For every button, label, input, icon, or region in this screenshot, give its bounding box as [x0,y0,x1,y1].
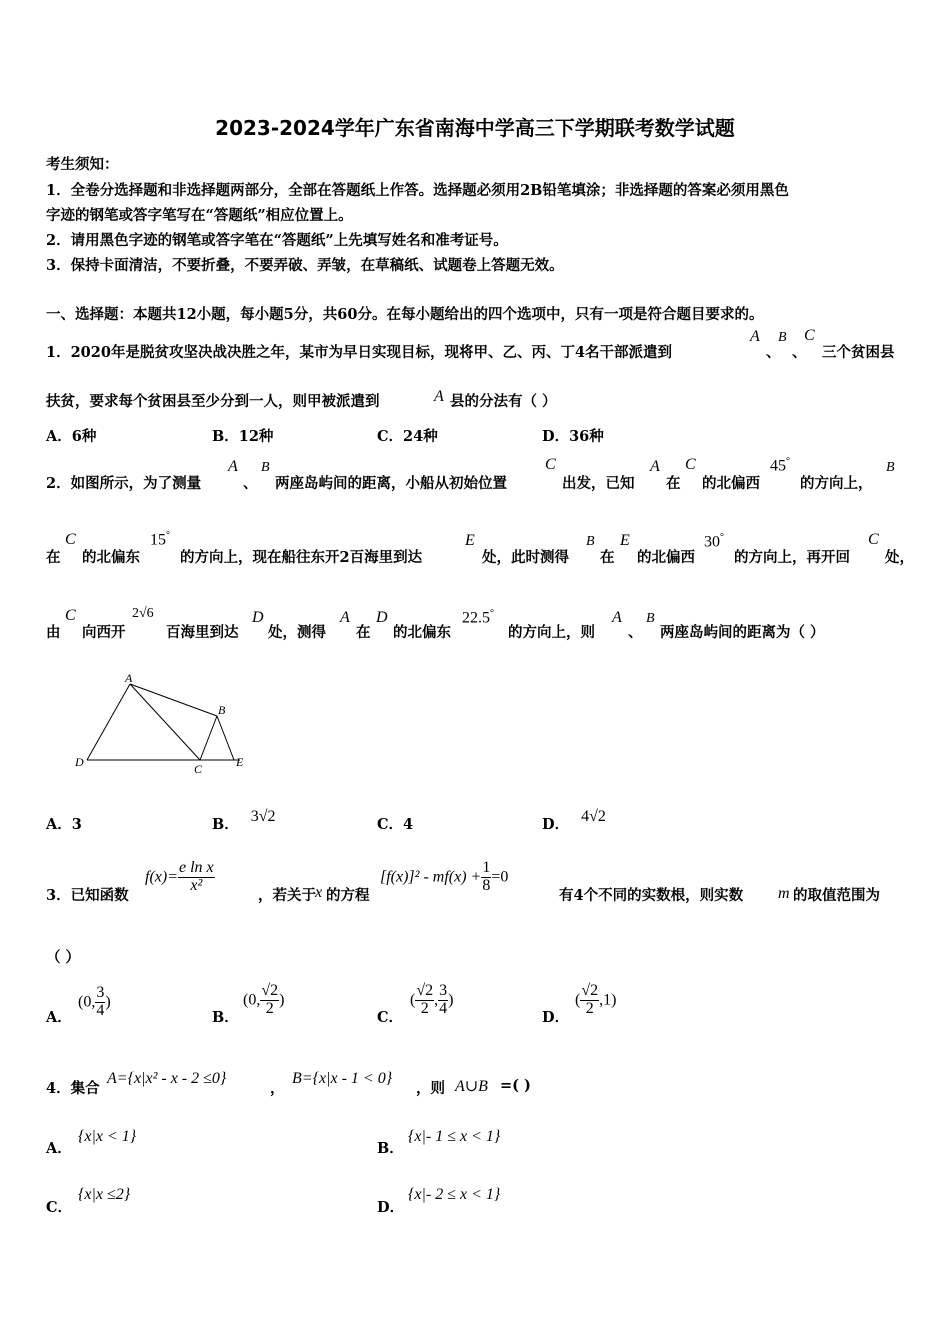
option-pre: ( [575,991,581,1009]
q4-option-c[interactable] [46,1196,72,1217]
q1-option-c[interactable]: C．24种 [377,428,438,445]
option-value: 3 [71,816,82,833]
q2-angle-value: 22.5 [462,609,490,627]
label-a: A [125,671,133,685]
option-den: 2 [265,999,274,1017]
q3-option-d[interactable] [542,1006,569,1027]
label-b: B [218,703,226,717]
option-frac [95,985,105,1020]
q2-option-c[interactable] [377,813,413,834]
q4-option-b-value: {x|- 1 ≤ x < 1} [408,1128,501,1145]
q1-sep: 、 [766,344,781,361]
q2-text: 百海里到达 [166,624,239,641]
q2-var: E [620,532,630,549]
q1-text: 扶贫，要求每个贫困县至少分到一人，则甲被派遣到 [46,393,380,410]
q2-var: A [612,609,622,626]
q2-var: C [65,531,76,548]
q3-option-b-value [243,983,284,1018]
q1-text: 1．2020年是脱贫攻坚决战决胜之年，某市为早日实现目标，现将甲、乙、丙、丁4名干部派遣到 [46,344,673,361]
q2-angle-value: 30 [704,533,720,551]
q2-var: A [650,458,660,475]
q2-distance: 2√6 [132,606,154,621]
q3-func-frac [178,860,215,895]
segment-ac [130,684,200,760]
q2-text: 向西开 [82,624,126,641]
q2-text: 在 [600,549,615,566]
q3-equation [380,860,508,895]
segment-be [217,716,234,760]
notice-line: 1．全卷分选择题和非选择题两部分，全部在答题纸上作答。选择题必须用2B铅笔填涂；非选择题的答案必须用黑色 [46,182,789,199]
q3-function [145,860,215,895]
q2-text: 2．如图所示，为了测量 [46,475,202,492]
option-value: 3√2 [250,808,276,825]
q1-sep: 、 [792,344,807,361]
q4-set-b: B={x|x - 1 < 0} [292,1070,393,1087]
option-num: √2 [261,982,279,999]
option-label: D． [542,816,570,833]
q4-option-c-value: {x|x ≤2} [78,1186,131,1203]
q3-eq-den: 8 [482,876,491,894]
option-post: ,1) [599,991,617,1009]
q3-eq-num: 1 [482,859,491,876]
q2-text: 的方向上，再开回 [734,549,850,566]
q3-eq-b: =0 [491,868,509,886]
q2-angle-value: 45 [770,457,786,475]
q3-text: 的取值范围为 [793,887,880,904]
q4-union: A∪B [455,1078,488,1095]
q2-var: B [646,611,655,626]
q1-option-b[interactable]: B．12种 [212,428,274,445]
q2-text: 在 [46,549,61,566]
q3-text: 的方程 [326,887,370,904]
q2-text: 的方向上，则 [508,624,595,641]
option-label: A． [46,816,72,833]
option-value: 4√2 [581,808,606,825]
q2-text: 处，此时测得 [482,549,569,566]
q1-var-a: A [750,328,760,345]
q3-option-b[interactable] [212,1006,239,1027]
q2-figure [72,670,262,780]
option-post: ) [448,991,454,1009]
q3-option-c[interactable] [377,1006,403,1027]
notice-heading: 考生须知： [46,156,119,173]
option-label: D． [542,1009,570,1026]
q2-angle-value: 15 [150,531,166,549]
q1-option-a[interactable]: A．6种 [46,428,97,445]
segment-ad [87,684,130,760]
q4-text: ，则 [416,1080,445,1097]
option-num: √2 [581,982,599,999]
q3-var-m: m [778,885,790,902]
notice-line: 2．请用黑色字迹的钢笔或答字笔在“答题纸”上先填写姓名和准考证号。 [46,232,508,249]
option-num: 3 [439,982,448,999]
q3-func-lhs: f(x)= [145,868,178,886]
option-frac [438,983,448,1018]
q2-option-d[interactable] [542,808,606,834]
q3-option-c-value [410,983,453,1018]
q3-text: 有4个不同的实数根，则实数 [559,887,744,904]
option-label: A． [46,1009,72,1026]
label-d: D [75,755,84,769]
q2-var: C [65,607,76,624]
q3-eq-frac [481,860,491,895]
segment-bc [200,716,217,760]
q2-var: C [868,531,879,548]
option-pre: (0, [243,991,261,1009]
option-label: B． [212,1009,239,1026]
q3-text: 3．已知函数 [46,887,129,904]
option-label: C． [377,1009,404,1026]
option-num: √2 [416,982,434,999]
q1-var-c: C [804,327,815,344]
option-label: C． [377,816,404,833]
q2-text: 、 [243,475,258,492]
q3-var-x: x [315,884,323,901]
q1-option-d[interactable]: D．36种 [542,428,604,445]
q3-option-a[interactable] [46,1006,72,1027]
q2-text: 在 [666,475,681,492]
q2-text: 的北偏东 [393,624,451,641]
option-frac [580,983,599,1018]
q4-option-a[interactable] [46,1137,72,1158]
q2-angle: 30° [704,532,724,551]
q2-text: 、 [628,624,643,641]
q2-text: 的北偏西 [637,549,695,566]
q2-option-a[interactable] [46,813,82,834]
notice-line: 3．保持卡面清洁，不要折叠，不要弄破、弄皱，在草稿纸、试题卷上答题无效。 [46,257,564,274]
q4-option-b[interactable] [377,1137,404,1158]
q2-var: A [340,609,350,626]
q2-text: 处，测得 [268,624,326,641]
notice-line: 字迹的钢笔或答字笔写在“答题纸”相应位置上。 [46,207,353,224]
option-pre: (0, [78,993,96,1011]
option-den: 2 [585,999,594,1017]
label-c: C [194,762,203,776]
q2-text: 两座岛屿间的距离，小船从初始位置 [275,475,507,492]
q1-text: 三个贫困县 [822,344,895,361]
q2-var: B [886,460,895,475]
q2-var: D [376,609,388,626]
q2-var: C [545,456,556,473]
q2-var: B [261,460,270,475]
option-den: 4 [96,1001,105,1019]
label-e: E [236,755,244,769]
q3-paren: （ ） [46,949,81,966]
q2-text: 处， [885,549,914,566]
option-label: D． [377,1199,405,1216]
q2-var: D [252,609,264,626]
q2-angle: 45° [770,456,790,475]
segment-ab [130,684,217,716]
q4-option-d-value: {x|- 2 ≤ x < 1} [408,1186,501,1203]
q2-var: B [586,534,595,549]
q2-var: A [228,458,238,475]
q3-eq-a: [f(x)]² - mf(x) + [380,868,482,886]
q2-angle: 22.5° [462,608,494,627]
q2-text: 的北偏西 [702,475,760,492]
q2-text: 出发，已知 [562,475,635,492]
q1-var-b: B [778,330,787,345]
q3-option-a-value [78,985,111,1020]
option-pre: ( [410,991,416,1009]
q4-option-a-value: {x|x < 1} [78,1128,137,1145]
option-mid: , [434,991,439,1009]
section-heading: 一、选择题：本题共12小题，每小题5分，共60分。在每小题给出的四个选项中，只有一项是符合题目要求的。 [46,306,764,323]
q2-angle: 15° [150,530,170,549]
q2-text: 由 [46,624,61,641]
option-label: B． [377,1140,404,1157]
q2-text: 的方向上，现在船往东开2百海里到达 [180,549,423,566]
q3-func-den: x² [190,876,203,894]
option-frac [260,983,279,1018]
q4-text: ， [270,1080,285,1097]
q4-option-d[interactable] [377,1196,404,1217]
q2-var: C [685,456,696,473]
q2-option-b[interactable] [212,808,276,834]
q1-text: 县的分法有（ ） [450,393,557,410]
q2-text: 在 [356,624,371,641]
q4-set-a: A={x|x² - x - 2 ≤0} [107,1070,227,1087]
option-label: C． [46,1199,73,1216]
option-value: 4 [403,816,414,833]
option-label: A． [46,1140,72,1157]
q3-text: ，若关于 [258,887,316,904]
q3-func-num: e ln x [179,859,214,876]
q2-text: 的北偏东 [82,549,140,566]
q4-text: =( ) [500,1077,531,1094]
option-post: ) [105,993,111,1011]
q2-var: E [465,532,475,549]
option-post: ) [279,991,285,1009]
option-den: 4 [439,999,448,1017]
option-frac [415,983,434,1018]
option-num: 3 [96,984,105,1001]
q4-text: 4．集合 [46,1080,100,1097]
q2-text: 的方向上， [800,475,873,492]
q3-option-d-value [575,983,616,1018]
option-label: B． [212,816,239,833]
q2-text: 两座岛屿间的距离为（ ） [660,624,825,641]
page-title: 2023-2024学年广东省南海中学高三下学期联考数学试题 [215,116,735,140]
option-den: 2 [420,999,429,1017]
q1-var-a: A [434,388,444,405]
